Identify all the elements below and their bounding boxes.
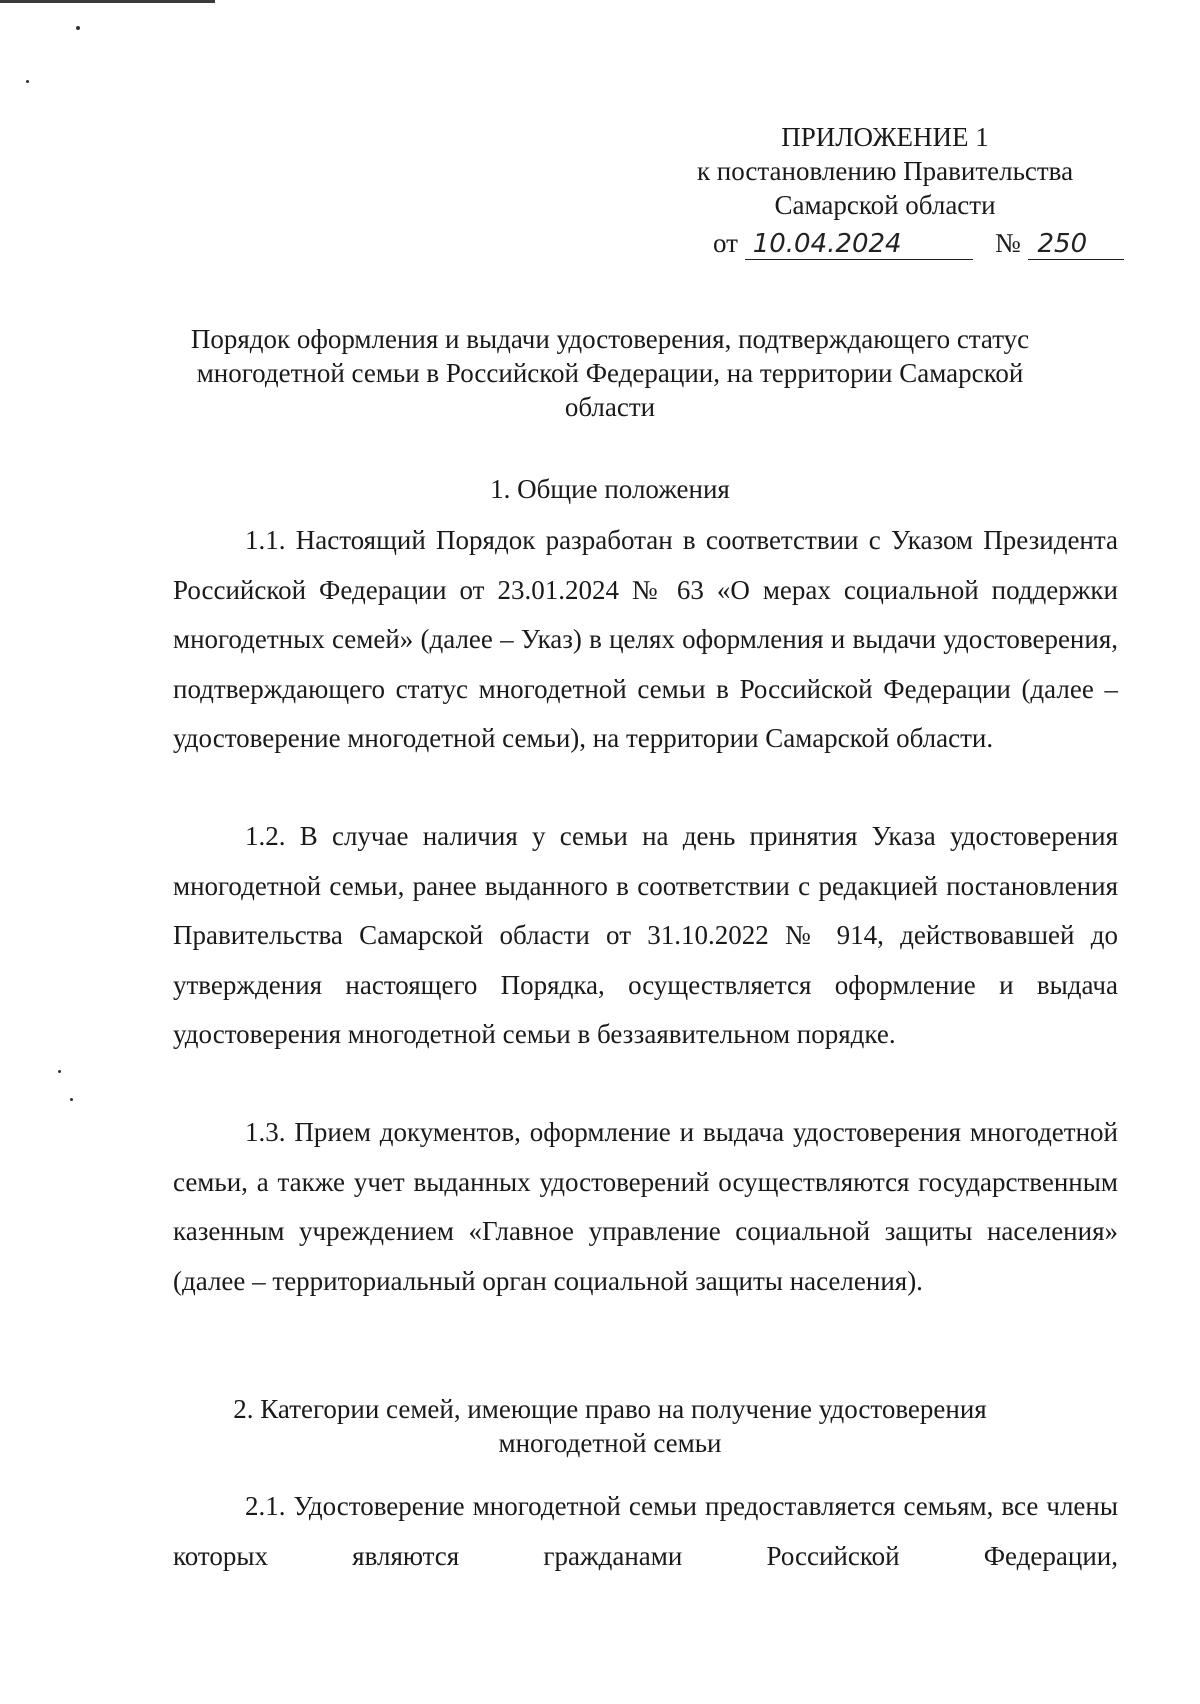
scan-speck <box>58 1070 61 1073</box>
section-1-heading: 1. Общие положения <box>490 474 730 504</box>
resolution-date-number <box>713 226 1121 260</box>
scan-speck <box>76 26 80 30</box>
appendix-line-resolution: к постановлению Правительства <box>696 156 1074 186</box>
section-2-heading <box>150 1392 1070 1460</box>
scan-speck <box>70 1098 73 1101</box>
paragraph-2-1: 2.1. Удостоверение многодетной семьи предоставляется семьям, все члены которых являются гражданами Российской Федерации, <box>173 1491 1118 1571</box>
scan-speck <box>26 80 29 83</box>
paragraph-1-1: 1.1. Настоящий Порядок разработан в соответствии с Указом Президента Российской Федерации от 23.01.2024 № 63 «О мерах социальной поддержки многодетных семей» (далее – Указ) в целях оформления и выдачи удостоверения, подтверждающего статус многодетной семьи в Российской Федерации (далее – удостоверение многодетной семьи), на территории Самарской области. <box>173 525 1118 753</box>
resolution-number <box>995 226 1124 260</box>
number-value: 250 <box>1028 229 1124 260</box>
scan-edge-line <box>0 0 215 3</box>
resolution-date <box>713 226 973 260</box>
date-prefix: от <box>713 228 738 258</box>
paragraph-1-3: 1.3. Прием документов, оформление и выдача удостоверения многодетной семьи, а также учет выданных удостоверений осуществляются государственным казенным учреждением «Главное управление социальной защиты населения» (далее – территориальный орган социальной защиты населения). <box>173 1117 1118 1296</box>
section-2-heading-line2: многодетной семьи <box>498 1428 722 1458</box>
appendix-line-region: Самарской области <box>774 190 996 220</box>
section-2-heading-line1: 2. Категории семей, имеющие право на получение удостоверения <box>233 1394 987 1424</box>
appendix-header <box>650 120 1120 222</box>
number-prefix: № <box>995 228 1021 258</box>
document-title: Порядок оформления и выдачи удостоверения, подтверждающего статус многодетной семьи в Российской Федерации, на территории Самарской области <box>190 324 1030 422</box>
paragraph-1-2: 1.2. В случае наличия у семьи на день принятия Указа удостоверения многодетной семьи, ранее выданного в соответствии с редакцией постановления Правительства Самарской области от 31.10.2022 № 914, действовавшей до утверждения настоящего Порядка, осуществляется оформление и выдача удостоверения многодетной семьи в беззаявительном порядке. <box>173 821 1118 1049</box>
date-value: 10.04.2024 <box>745 229 973 260</box>
appendix-title: ПРИЛОЖЕНИЕ 1 <box>781 122 989 152</box>
